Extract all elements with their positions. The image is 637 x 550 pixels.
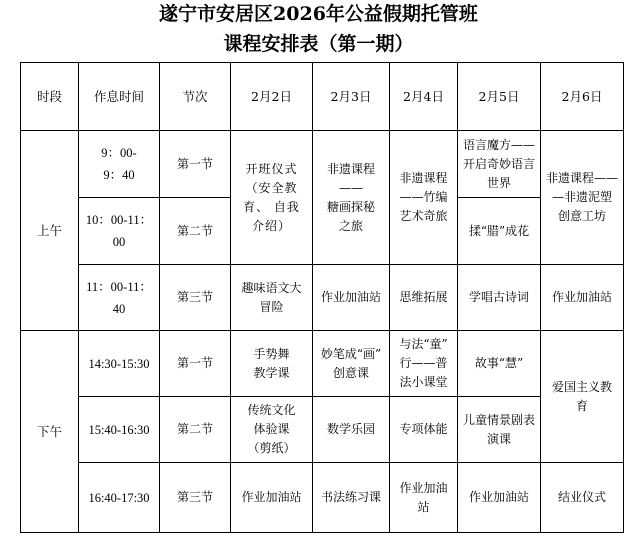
course-cell: 传统文化 体验课 （剪纸） (231, 397, 313, 463)
table-row (21, 331, 624, 397)
course-cell: 爱国主义教 育 (541, 331, 624, 463)
header-feb5: 2月5日 (458, 63, 541, 131)
time-cell: 16:40-17:30 (79, 463, 160, 533)
course-cell: 结业仪式 (541, 463, 624, 533)
header-feb4: 2月4日 (390, 63, 458, 131)
course-cell: 手势舞 教学课 (231, 331, 313, 397)
page-subtitle: 课程安排表（第一期） (223, 33, 414, 55)
course-cell: 非遗课程——竹编 艺术奇旅 (390, 131, 458, 265)
header-feb6: 2月6日 (541, 63, 624, 131)
time-cell: 14:30-15:30 (79, 331, 160, 397)
table-row (21, 131, 624, 198)
page-title: 遂宁市安居区2026年公益假期托管班 (159, 3, 478, 25)
schedule-table (20, 62, 624, 533)
course-cell: 故事“慧” (458, 331, 541, 397)
course-cell: 语言魔方—— 开启奇妙语言 世界 (458, 131, 541, 198)
session-cell: 第三节 (160, 265, 231, 331)
course-cell: 揉“腊”成花 (458, 198, 541, 265)
course-cell: 专项体能 (390, 397, 458, 463)
course-cell: 开班仪式 （安全教 育、 自我 介绍） (231, 131, 313, 265)
course-cell: 非遗课程—— —非遗泥塑 创意工坊 (541, 131, 624, 265)
course-cell: 作业加油 站 (390, 463, 458, 533)
session-cell: 第三节 (160, 463, 231, 533)
period-afternoon: 下午 (21, 331, 79, 533)
course-cell: 作业加油站 (313, 265, 390, 331)
time-cell: 11：00-11： 40 (79, 265, 160, 331)
period-morning: 上午 (21, 131, 79, 331)
session-cell: 第二节 (160, 397, 231, 463)
session-cell: 第一节 (160, 331, 231, 397)
header-feb2: 2月2日 (231, 63, 313, 131)
header-time: 作息时间 (79, 63, 160, 131)
course-cell: 学唱古诗词 (458, 265, 541, 331)
course-cell: 作业加油站 (458, 463, 541, 533)
header-session: 节次 (160, 63, 231, 131)
course-cell: 与法“童” 行——普 法小课堂 (390, 331, 458, 397)
header-row (21, 63, 624, 131)
time-cell: 10：00-11： 00 (79, 198, 160, 265)
time-cell: 9：00- 9：40 (79, 131, 160, 198)
course-cell: 思维拓展 (390, 265, 458, 331)
course-cell: 数学乐园 (313, 397, 390, 463)
time-cell: 15:40-16:30 (79, 397, 160, 463)
session-cell: 第二节 (160, 198, 231, 265)
table-row (21, 265, 624, 331)
course-cell: 妙笔成“画” 创意课 (313, 331, 390, 397)
session-cell: 第一节 (160, 131, 231, 198)
course-cell: 作业加油站 (541, 265, 624, 331)
header-feb3: 2月3日 (313, 63, 390, 131)
course-cell: 儿童情景剧表 演课 (458, 397, 541, 463)
course-cell: 非遗课程—— 糖画探秘 之旅 (313, 131, 390, 265)
course-cell: 作业加油站 (231, 463, 313, 533)
table-row (21, 463, 624, 533)
header-period: 时段 (21, 63, 79, 131)
table-row (21, 397, 624, 463)
course-cell: 书法练习课 (313, 463, 390, 533)
course-cell: 趣味语文大 冒险 (231, 265, 313, 331)
